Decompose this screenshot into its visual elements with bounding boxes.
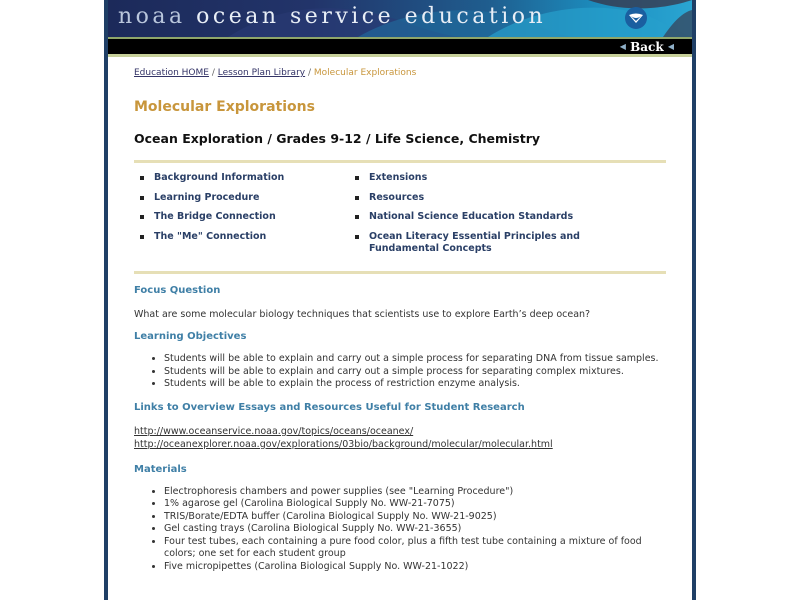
site-title-rest: ocean service education — [196, 4, 547, 29]
learning-objectives-heading: Learning Objectives — [134, 331, 247, 342]
toc-link[interactable]: Extensions — [369, 172, 428, 183]
toc-link[interactable]: The Bridge Connection — [154, 211, 276, 222]
learning-objectives-list — [134, 353, 666, 391]
main-content — [108, 57, 692, 573]
site-title — [118, 4, 546, 29]
material-item: • Electrophoresis chambers and power supplies (see "Learning Procedure") — [164, 486, 666, 499]
toc-item-extensions[interactable] — [353, 172, 583, 184]
links-heading: Links to Overview Essays and Resources Useful for Student Research — [134, 401, 525, 413]
toc-item-me-connection[interactable] — [138, 231, 353, 243]
objective-item: • Students will be able to explain and carry out a simple process for separating DNA from tissue samples. — [164, 353, 666, 366]
focus-question-text: What are some molecular biology techniques that scientists use to explore Earth’s deep ocean? — [134, 309, 591, 320]
toc-item-resources[interactable] — [353, 192, 583, 204]
breadcrumb-lesson-plan-library[interactable]: Lesson Plan Library — [217, 68, 306, 78]
resource-link-oceanex[interactable]: http://www.oceanservice.noaa.gov/topics/oceans/oceanex/ — [134, 425, 414, 437]
resource-link-molecular[interactable]: http://oceanexplorer.noaa.gov/explorations/03bio/background/molecular/molecular.html — [134, 438, 553, 450]
back-label: Back — [630, 40, 664, 54]
toc-link[interactable]: National Science Education Standards — [369, 211, 574, 222]
page-frame — [104, 0, 696, 600]
toc-item-ocean-literacy[interactable] — [353, 231, 583, 255]
material-item: • Gel casting trays (Carolina Biological Supply No. WW-21-3655) — [164, 523, 666, 536]
toc-left-column — [138, 172, 353, 262]
materials-heading: Materials — [134, 463, 187, 475]
toc-item-learning-procedure[interactable] — [138, 192, 353, 204]
material-item: • Four test tubes, each containing a pure food color, plus a fifth test tube containing a mixture of food colors; one set for each student group — [164, 536, 666, 561]
section-divider — [134, 271, 666, 274]
toc-item-nses[interactable] — [353, 211, 583, 223]
page-title: Molecular Explorations — [134, 99, 315, 115]
objective-item: • Students will be able to explain the process of restriction enzyme analysis. — [164, 378, 666, 391]
breadcrumb — [134, 68, 666, 78]
resource-links — [134, 425, 666, 451]
table-of-contents — [134, 163, 666, 268]
toc-right-column — [353, 172, 583, 262]
focus-question-heading: Focus Question — [134, 285, 221, 296]
objective-item: • Students will be able to explain and carry out a simple process for separating complex mixtures. — [164, 366, 666, 379]
site-banner — [108, 0, 692, 37]
toc-link[interactable]: Background Information — [154, 172, 285, 183]
toc-link[interactable]: Resources — [369, 191, 425, 203]
breadcrumb-education-home[interactable]: Education HOME — [134, 68, 209, 78]
toc-link[interactable]: The "Me" Connection — [154, 230, 267, 242]
left-arrow-icon: ◀ — [667, 41, 674, 51]
page-subtitle: Ocean Exploration / Grades 9-12 / Life Science, Chemistry — [134, 131, 541, 146]
material-item: • TRIS/Borate/EDTA buffer (Carolina Biological Supply No. WW-21-9025) — [164, 511, 666, 524]
materials-list — [134, 486, 666, 574]
toc-item-background-information[interactable] — [138, 172, 353, 184]
back-button[interactable] — [620, 39, 674, 55]
site-title-prefix: noaa — [118, 4, 186, 29]
nav-strip — [108, 39, 692, 54]
toc-link[interactable]: Ocean Literacy Essential Principles and Fundamental Concepts — [369, 230, 580, 254]
toc-link[interactable]: Learning Procedure — [154, 191, 260, 203]
left-arrow-icon: ◀ — [619, 41, 626, 51]
toc-item-bridge-connection[interactable] — [138, 211, 353, 223]
material-item: • 1% agarose gel (Carolina Biological Supply No. WW-21-7075) — [164, 498, 666, 511]
breadcrumb-separator: / — [211, 68, 215, 78]
breadcrumb-current: Molecular Explorations — [313, 68, 417, 78]
material-item: • Five micropipettes (Carolina Biological Supply No. WW-21-1022) — [164, 561, 666, 574]
noaa-logo-icon[interactable] — [624, 6, 648, 30]
breadcrumb-separator: / — [307, 68, 312, 78]
